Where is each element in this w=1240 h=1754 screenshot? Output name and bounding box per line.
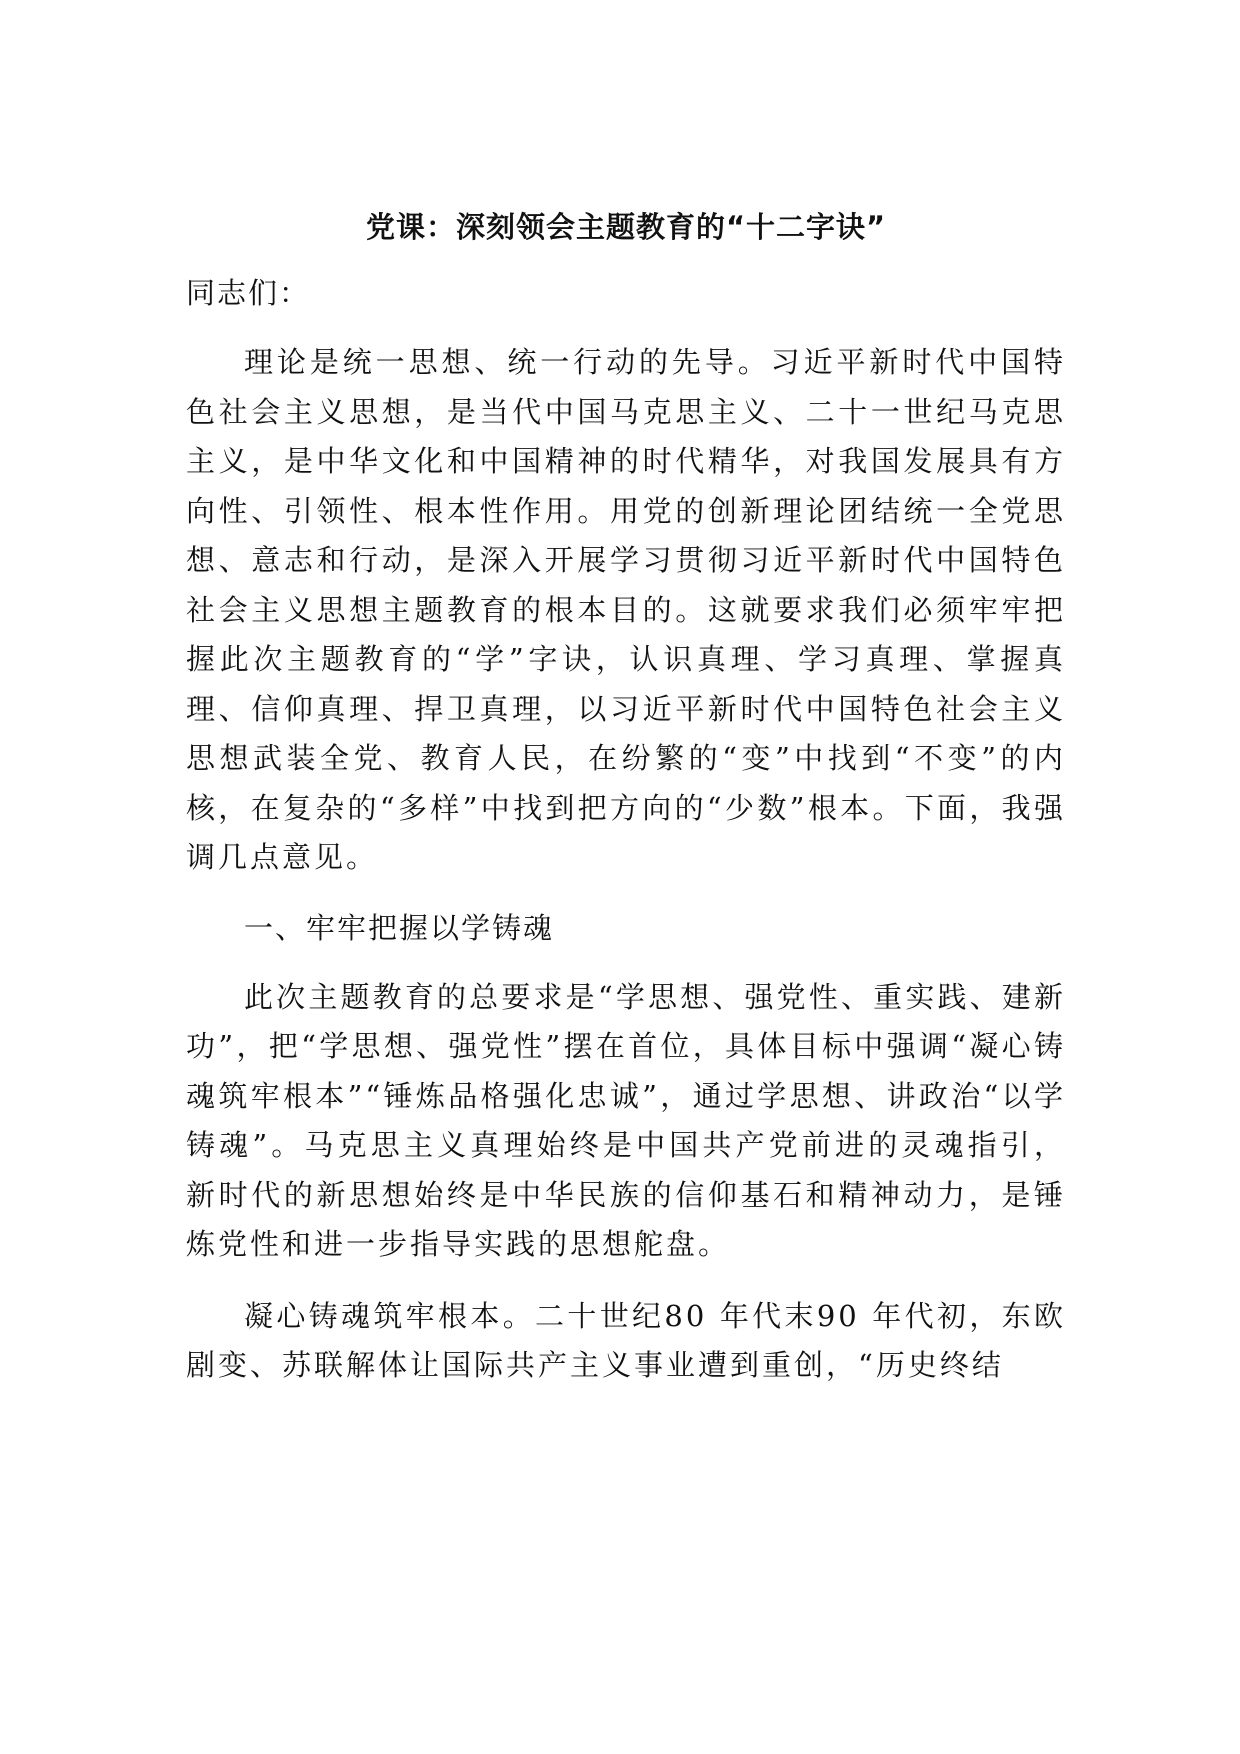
section-heading-1: 一、牢牢把握以学铸魂	[244, 910, 555, 945]
section1-paragraph-2: 凝心铸魂筑牢根本。二十世纪80 年代末90 年代初，东欧剧变、苏联解体让国际共产主义事业遭到重创，“历史终结	[186, 1298, 1066, 1382]
salutation: 同志们：	[186, 276, 311, 310]
intro-paragraph: 理论是统一思想、统一行动的先导。习近平新时代中国特色社会主义思想，是当代中国马克思主义、二十一世纪马克思主义，是中华文化和中国精神的时代精华，对我国发展具有方向性、引领性、根本性作用。用党的创新理论团结统一全党思想、意志和行动，是深入开展学习贯彻习近平新时代中国特色社会主义思想主题教育的根本目的。这就要求我们必须牢牢把握此次主题教育的“学”字诀，认识真理、学习真理、掌握真理、信仰真理、捍卫真理，以习近平新时代中国特色社会主义思想武装全党、教育人民，在纷繁的“变”中找到“不变”的内核，在复杂的“多样”中找到把方向的“少数”根本。下面，我强调几点意见。	[186, 345, 1066, 874]
document-title: 党课：深刻领会主题教育的“十二字诀”	[365, 210, 887, 244]
document-page	[186, 204, 1066, 1413]
section1-paragraph-1: 此次主题教育的总要求是“学思想、强党性、重实践、建新功”，把“学思想、强党性”摆在首位，具体目标中强调“凝心铸魂筑牢根本”“锤炼品格强化忠诚”，通过学思想、讲政治“以学铸魂”。马克思主义真理始终是中国共产党前进的灵魂指引，新时代的新思想始终是中华民族的信仰基石和精神动力，是锤炼党性和进一步指导实践的思想舵盘。	[186, 979, 1066, 1261]
